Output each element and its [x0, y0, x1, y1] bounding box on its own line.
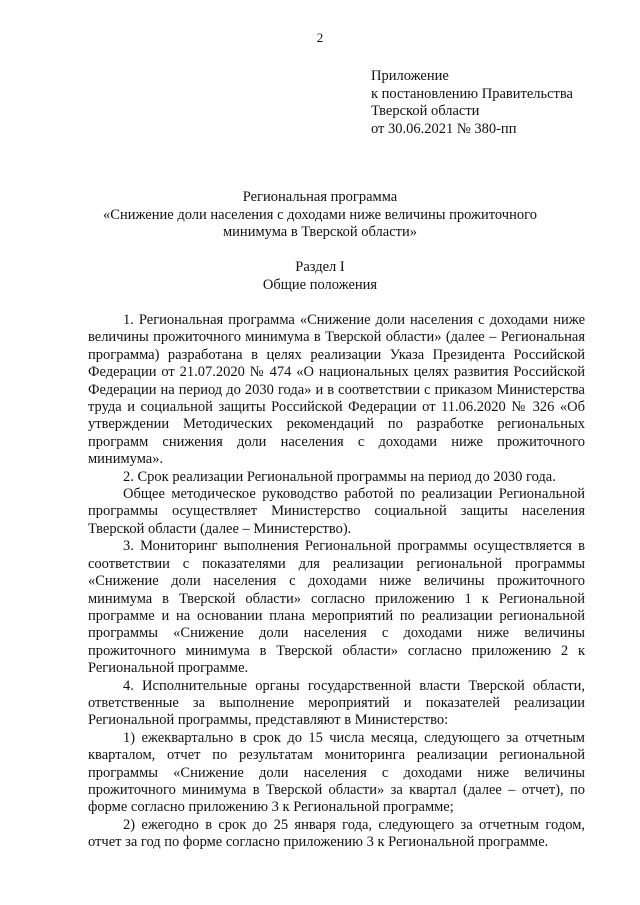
paragraph: 1. Региональная программа «Снижение доли населения с доходами ниже величины прожиточного минимума в Тверской области» (далее – Региональная программа) разработана в целях реализации Указа Президента Российской Федерации от 21.07.2020 № 474 «О национальных целях развития Российской Федерации на период до 2030 года» и в соответствии с приказом Министерства труда и социальной защиты Российской Федерации от 11.06.2020 № 326 «Об утверждении Методических рекомендаций по разработке региональных программ снижения доли населения с доходами ниже прожиточного минимума». — [88, 312, 585, 468]
title-line: Региональная программа — [242, 189, 398, 205]
paragraph: 2. Срок реализации Региональной программы на период до 2030 года. — [123, 468, 556, 485]
paragraph: Общее методическое руководство работой по реализации Региональной программы осуществляет Министерство социальной защиты населения Тверской области (далее – Министерство). — [88, 486, 585, 537]
title-line: «Снижение доли населения с доходами ниже величины прожиточного — [103, 206, 537, 223]
document-body — [88, 312, 585, 852]
paragraph: 2) ежегодно в срок до 25 января года, следующего за отчетным годом, отчет за год по форме согласно приложению 3 к Региональной программе. — [88, 816, 585, 851]
section-number: Раздел I — [295, 259, 345, 275]
appendix-line: Тверской области — [371, 103, 480, 119]
appendix-header — [371, 68, 573, 138]
paragraph: 4. Исполнительные органы государственной власти Тверской области, ответственные за выполнение мероприятий и показателей реализации Региональной программы, представляют в Министерство: — [88, 677, 585, 729]
appendix-line: Приложение — [371, 68, 449, 84]
appendix-line: к постановлению Правительства — [371, 85, 573, 102]
section-name: Общие положения — [262, 276, 378, 293]
title-line: минимума в Тверской области» — [223, 224, 417, 240]
section-heading — [0, 259, 640, 294]
paragraph: 1) ежеквартально в срок до 15 числа месяца, следующего за отчетным кварталом, отчет по результатам мониторинга реализации региональной программы «Снижение доли населения с доходами ниже величины прожиточного минимума в Тверской области» за квартал (далее – отчет), по форме согласно приложению 3 к Региональной программе; — [88, 729, 585, 816]
appendix-line: от 30.06.2021 № 380-пп — [371, 120, 517, 137]
paragraph: 3. Мониторинг выполнения Региональной программы осуществляется в соответствии с показателями для реализации региональной программы «Снижение доли населения с доходами ниже величины прожиточного минимума в Тверской области» согласно приложению 1 к Региональной программе и на основании плана мероприятий по реализации региональной программы «Снижение доли населения с доходами ниже величины прожиточного минимума в Тверской области» согласно приложению 2 к Региональной программе. — [88, 538, 585, 677]
page-number: 2 — [316, 30, 324, 45]
program-title — [0, 189, 640, 242]
